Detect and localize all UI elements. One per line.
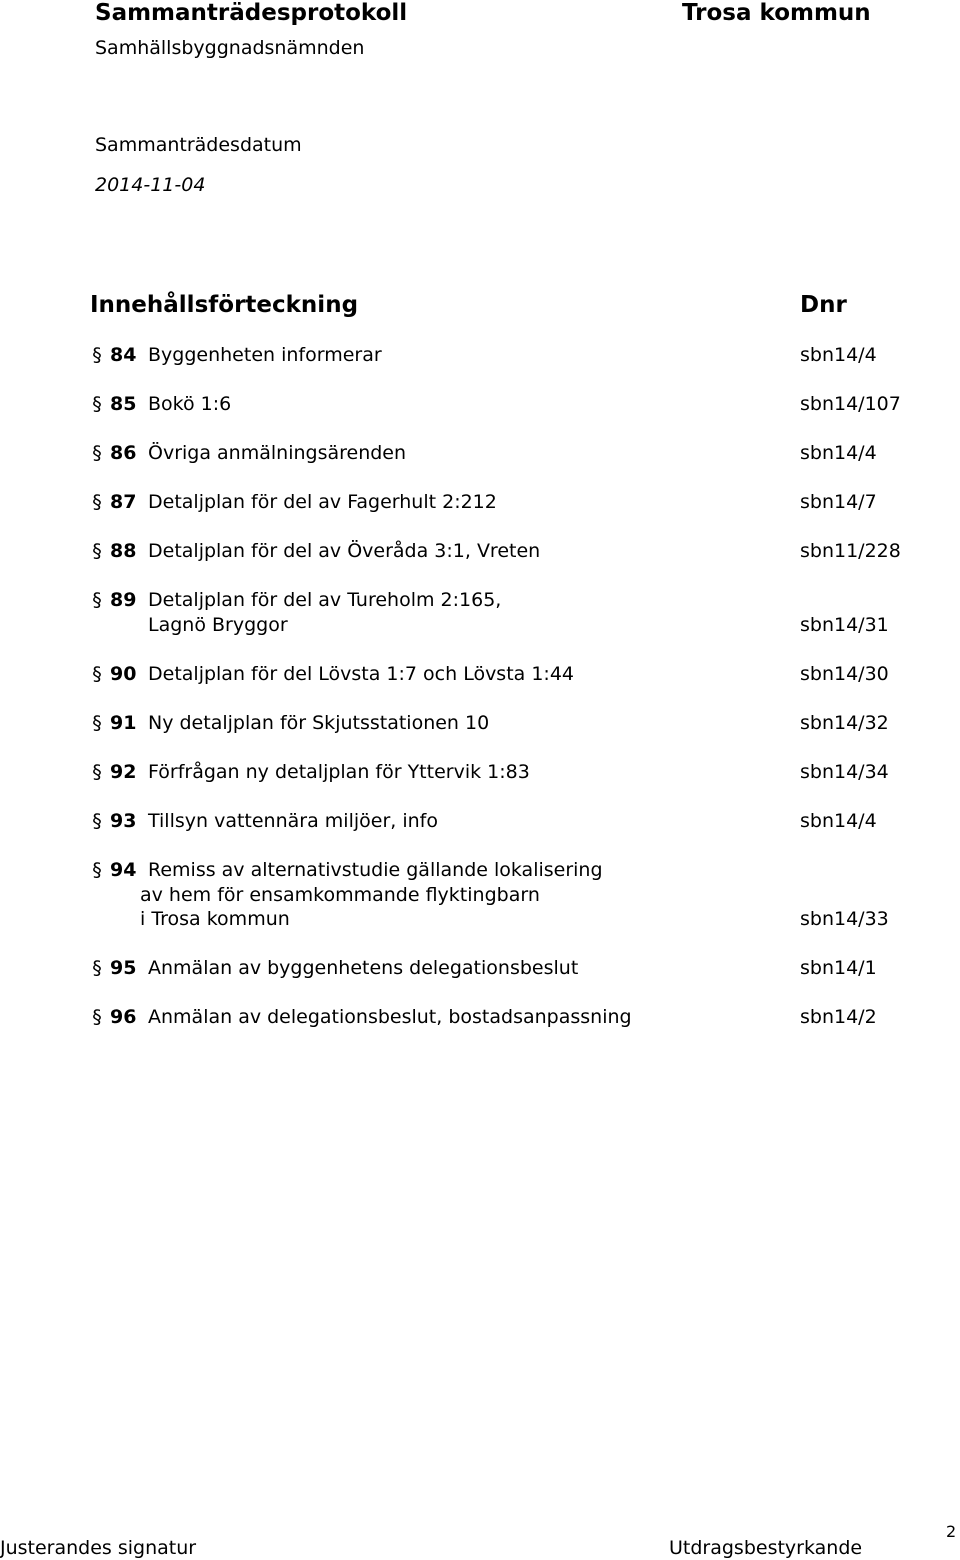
toc-item-title xyxy=(148,760,530,785)
toc-item-dnr: sbn14/2 xyxy=(800,1006,877,1028)
toc-item-title-line: Övriga anmälningsärenden xyxy=(148,442,407,464)
toc-item-title xyxy=(140,858,603,932)
committee-name: Samhällsbyggnadsnämnden xyxy=(95,37,365,59)
toc-item-number: 95 xyxy=(110,957,137,979)
toc-item-title xyxy=(148,1005,632,1030)
toc-item-number: 91 xyxy=(110,712,137,734)
toc-item-title-line: Detaljplan för del av Tureholm 2:165, xyxy=(148,589,502,611)
toc-item-dnr: sbn14/4 xyxy=(800,442,877,464)
section-symbol: § xyxy=(92,540,102,562)
toc-item-title-line: Detaljplan för del Lövsta 1:7 och Lövsta 1:44 xyxy=(148,663,575,685)
section-symbol: § xyxy=(92,859,102,881)
toc-item-title xyxy=(148,441,406,466)
toc-heading: Innehållsförteckning xyxy=(90,292,359,318)
toc-item-title-line: Byggenheten informerar xyxy=(148,344,382,366)
section-symbol: § xyxy=(92,344,102,366)
meeting-date-label: Sammanträdesdatum xyxy=(95,134,302,156)
toc-item-number: 85 xyxy=(110,393,137,415)
toc-item-title-line: i Trosa kommun xyxy=(140,908,290,930)
toc-item-title xyxy=(148,662,574,687)
toc-item-title-line: Remiss av alternativstudie gällande lokalisering xyxy=(148,859,603,881)
toc-item-title-line: Bokö 1:6 xyxy=(148,393,232,415)
section-symbol: § xyxy=(92,589,102,611)
toc-item-title-line: Ny detaljplan för Skjutsstationen 10 xyxy=(148,712,490,734)
toc-item-number: 92 xyxy=(110,761,137,783)
section-symbol: § xyxy=(92,393,102,415)
dnr-heading: Dnr xyxy=(800,292,847,318)
toc-item-title xyxy=(148,392,231,417)
toc-item-title xyxy=(148,711,489,736)
toc-item-title-line: Tillsyn vattennära miljöer, info xyxy=(148,810,438,832)
toc-item-title-line: Förfrågan ny detaljplan för Yttervik 1:83 xyxy=(148,761,530,783)
toc-item-dnr: sbn14/4 xyxy=(800,810,877,832)
toc-item-title xyxy=(148,490,497,515)
toc-item-title xyxy=(148,956,578,981)
toc-item-title-line: av hem för ensamkommande flyktingbarn xyxy=(140,883,540,906)
certification-label: Utdragsbestyrkande xyxy=(669,1537,863,1559)
toc-item-title xyxy=(148,539,540,564)
toc-item-number: 84 xyxy=(110,344,137,366)
toc-item-title xyxy=(148,588,501,637)
toc-item-dnr: sbn14/32 xyxy=(800,712,889,734)
toc-item-title-line: Anmälan av byggenhetens delegationsbeslut xyxy=(148,957,579,979)
toc-item-title-line: Detaljplan för del av Överåda 3:1, Vreten xyxy=(148,540,541,562)
organization-name: Trosa kommun xyxy=(682,0,871,26)
meeting-date: 2014-11-04 xyxy=(95,174,206,196)
toc-item-number: 93 xyxy=(110,810,137,832)
section-symbol: § xyxy=(92,957,102,979)
toc-item-dnr: sbn14/4 xyxy=(800,344,877,366)
section-symbol: § xyxy=(92,712,102,734)
section-symbol: § xyxy=(92,761,102,783)
toc-item-number: 94 xyxy=(110,859,137,881)
section-symbol: § xyxy=(92,1006,102,1028)
toc-item-title xyxy=(148,343,382,368)
section-symbol: § xyxy=(92,663,102,685)
toc-item-number: 96 xyxy=(110,1006,137,1028)
page-number: 2 xyxy=(946,1522,957,1541)
toc-item-number: 86 xyxy=(110,442,137,464)
document-title: Sammanträdesprotokoll xyxy=(95,0,408,26)
toc-item-dnr: sbn14/34 xyxy=(800,761,889,783)
toc-item-title xyxy=(148,809,438,834)
toc-item-title-line: Detaljplan för del av Fagerhult 2:212 xyxy=(148,491,497,513)
toc-item-number: 88 xyxy=(110,540,137,562)
toc-item-title-line: Anmälan av delegationsbeslut, bostadsanpassning xyxy=(148,1006,632,1028)
toc-item-title-line: Lagnö Bryggor xyxy=(148,613,288,636)
toc-item-dnr: sbn14/1 xyxy=(800,957,877,979)
toc-item-dnr: sbn14/33 xyxy=(800,908,889,930)
toc-item-number: 89 xyxy=(110,589,137,611)
toc-item-dnr: sbn14/31 xyxy=(800,613,889,636)
section-symbol: § xyxy=(92,491,102,513)
section-symbol: § xyxy=(92,810,102,832)
toc-item-dnr: sbn11/228 xyxy=(800,540,901,562)
toc-item-dnr: sbn14/7 xyxy=(800,491,877,513)
toc-item-number: 87 xyxy=(110,491,137,513)
toc-item-dnr: sbn14/30 xyxy=(800,663,889,685)
section-symbol: § xyxy=(92,442,102,464)
toc-item-number: 90 xyxy=(110,663,137,685)
toc-item-dnr: sbn14/107 xyxy=(800,393,901,415)
signature-label: Justerandes signatur xyxy=(0,1537,197,1559)
